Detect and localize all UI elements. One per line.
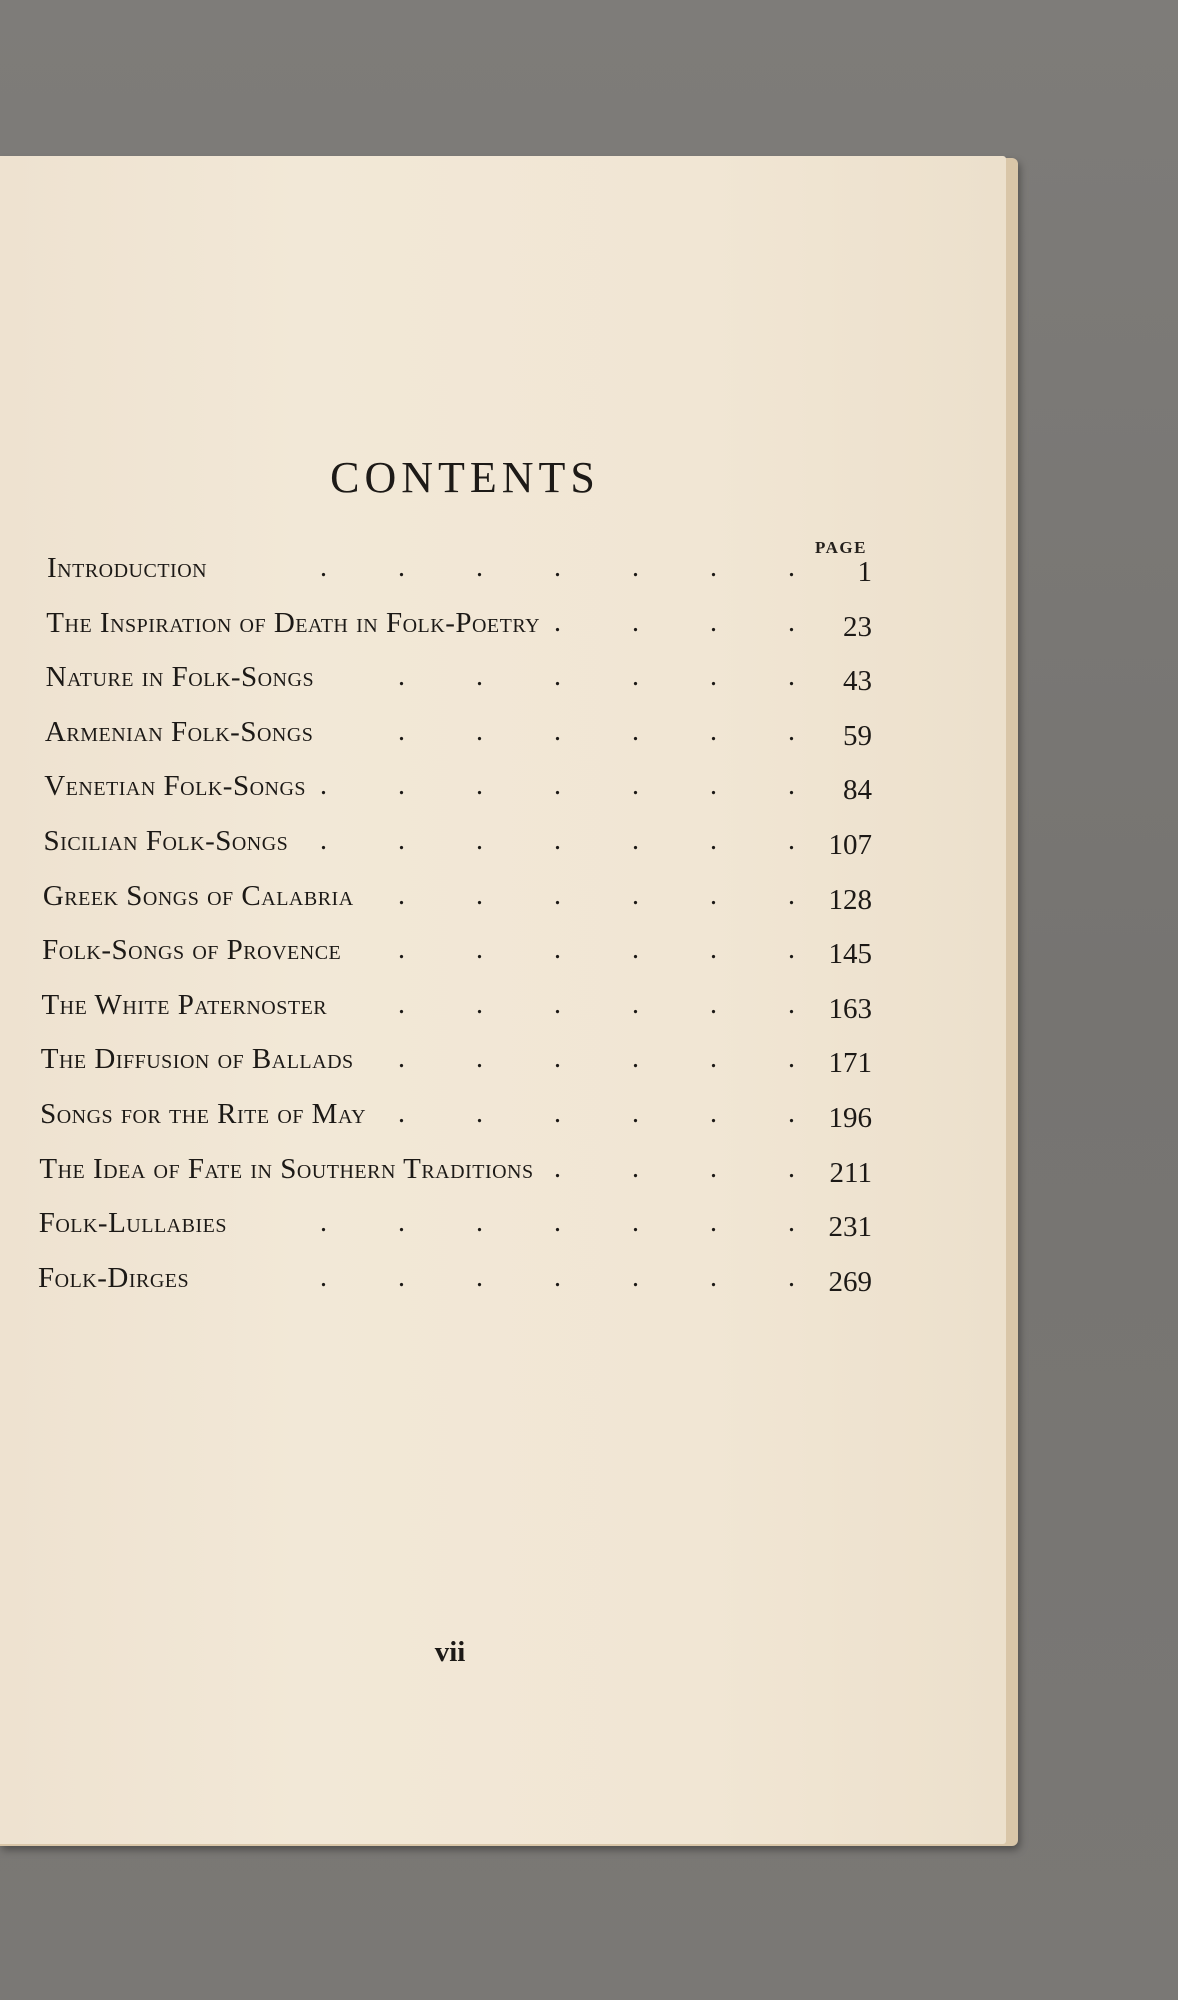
page-column-label: PAGE bbox=[815, 538, 867, 557]
leader-dot: . bbox=[319, 770, 327, 802]
leader-dot: . bbox=[787, 934, 795, 966]
leader-dot: . bbox=[475, 715, 483, 747]
toc-entry-page: 145 bbox=[828, 938, 872, 971]
leader-dot: . bbox=[788, 552, 795, 583]
leader-dot: . bbox=[475, 1098, 483, 1129]
leader-dot: . bbox=[553, 715, 561, 747]
toc-entry-title: The Idea of Fate in Southern Traditions bbox=[39, 1152, 534, 1185]
leader-dot: . bbox=[553, 825, 561, 856]
leader-dot: . bbox=[631, 988, 639, 1020]
toc-entry bbox=[41, 1043, 900, 1083]
toc-entry bbox=[41, 989, 900, 1029]
leader-dot: . bbox=[709, 879, 717, 911]
toc-entry-title: Nature in Folk-Songs bbox=[45, 661, 315, 694]
leader-dot: . bbox=[397, 879, 405, 911]
toc-entry-title: The White Paternoster bbox=[41, 988, 328, 1021]
leader-dot: . bbox=[631, 770, 639, 802]
toc-entry bbox=[39, 1153, 900, 1193]
leader-dot: . bbox=[397, 661, 405, 693]
leader-dot: . bbox=[632, 552, 639, 583]
toc-entry-title: Introduction bbox=[47, 552, 208, 584]
leader-dot: . bbox=[476, 552, 483, 583]
leader-dot: . bbox=[398, 552, 405, 583]
toc-entry-page: 107 bbox=[828, 829, 872, 861]
leader-dot: . bbox=[553, 1043, 561, 1075]
leader-dot: . bbox=[787, 715, 795, 747]
toc-entry-title: The Diffusion of Ballads bbox=[40, 1043, 354, 1076]
leader-dot: . bbox=[397, 770, 405, 802]
toc-entry-title: The Inspiration of Death in Folk-Poetry bbox=[46, 606, 541, 639]
toc-entry-page: 59 bbox=[842, 719, 872, 752]
leader-dot: . bbox=[631, 825, 639, 856]
leader-dot: . bbox=[631, 1043, 639, 1075]
leader-dot: . bbox=[397, 1098, 405, 1129]
leader-dot: . bbox=[788, 1261, 795, 1293]
leader-dot: . bbox=[475, 661, 483, 693]
toc-entry-page: 43 bbox=[842, 665, 872, 698]
leader-dot: . bbox=[787, 825, 795, 856]
toc-entry bbox=[47, 552, 900, 592]
leader-dot: . bbox=[553, 1152, 561, 1184]
toc-entry-page: 269 bbox=[828, 1265, 872, 1298]
toc-entry-title: Folk-Songs of Provence bbox=[42, 934, 342, 967]
leader-dot: . bbox=[398, 1261, 405, 1293]
leader-dot: . bbox=[787, 1152, 795, 1184]
leader-dot: . bbox=[787, 879, 795, 911]
leader-dot: . bbox=[475, 879, 483, 911]
leader-dot: . bbox=[554, 1261, 561, 1293]
leader-dot: . bbox=[631, 1207, 639, 1239]
leader-dot: . bbox=[397, 934, 405, 966]
leader-dot: . bbox=[397, 1043, 405, 1075]
toc-entry-title: Armenian Folk-Songs bbox=[44, 715, 314, 748]
leader-dot: . bbox=[709, 1152, 717, 1184]
toc-entry-page: 211 bbox=[829, 1156, 872, 1189]
toc-entry bbox=[44, 825, 900, 865]
toc-entry-title: Greek Songs of Calabria bbox=[42, 879, 354, 912]
leader-dot: . bbox=[787, 1207, 795, 1239]
page-number: vii bbox=[434, 1636, 466, 1668]
toc-entry-title: Folk-Lullabies bbox=[38, 1207, 227, 1240]
toc-entry-page: 1 bbox=[857, 556, 872, 588]
leader-dot: . bbox=[787, 988, 795, 1020]
leader-dot: . bbox=[320, 552, 327, 583]
leader-dot: . bbox=[631, 715, 639, 747]
leader-dot: . bbox=[631, 1098, 639, 1129]
leader-dot: . bbox=[397, 825, 405, 856]
leader-dot: . bbox=[553, 879, 561, 911]
toc-entry bbox=[46, 661, 900, 701]
leader-dot: . bbox=[475, 934, 483, 966]
leader-dot: . bbox=[553, 988, 561, 1020]
leader-dot: . bbox=[553, 661, 561, 693]
leader-dot: . bbox=[397, 1207, 405, 1239]
leader-dot: . bbox=[320, 1261, 327, 1293]
leader-dot: . bbox=[709, 715, 717, 747]
leader-dot: . bbox=[475, 988, 483, 1020]
leader-dot: . bbox=[787, 770, 795, 802]
toc-entry-page: 84 bbox=[842, 774, 872, 807]
toc-entry-page: 171 bbox=[828, 1047, 872, 1080]
toc-entry-title: Venetian Folk-Songs bbox=[44, 770, 307, 803]
leader-dot: . bbox=[710, 1261, 717, 1293]
toc-entry bbox=[39, 1207, 900, 1247]
leader-dot: . bbox=[475, 825, 483, 856]
leader-dot: . bbox=[319, 1207, 327, 1239]
leader-dot: . bbox=[709, 1043, 717, 1075]
leader-dot: . bbox=[787, 1043, 795, 1075]
leader-dot: . bbox=[553, 770, 561, 802]
leader-dot: . bbox=[475, 770, 483, 802]
leader-dot: . bbox=[709, 988, 717, 1020]
toc-entry bbox=[43, 880, 900, 920]
toc-entry bbox=[44, 770, 900, 810]
leader-dot: . bbox=[553, 1207, 561, 1239]
contents-heading: CONTENTS bbox=[330, 453, 600, 502]
leader-dot: . bbox=[709, 825, 717, 856]
toc-entry bbox=[46, 607, 900, 647]
leader-dot: . bbox=[709, 770, 717, 802]
toc-entry-title: Songs for the Rite of May bbox=[40, 1098, 367, 1130]
toc-entry-page: 163 bbox=[828, 992, 872, 1025]
leader-dot: . bbox=[787, 1098, 795, 1129]
toc-entry-page: 231 bbox=[828, 1211, 872, 1244]
leader-dot: . bbox=[787, 606, 795, 638]
toc-entry-page: 128 bbox=[828, 883, 872, 916]
toc-entry bbox=[45, 716, 900, 756]
leader-dot: . bbox=[397, 988, 405, 1020]
leader-dot: . bbox=[787, 661, 795, 693]
leader-dot: . bbox=[709, 661, 717, 693]
leader-dot: . bbox=[631, 1152, 639, 1184]
toc-entry bbox=[42, 934, 900, 974]
leader-dot: . bbox=[553, 934, 561, 966]
leader-dot: . bbox=[397, 715, 405, 747]
leader-dot: . bbox=[632, 1261, 639, 1293]
toc-entry-title: Folk-Dirges bbox=[38, 1261, 190, 1294]
leader-dot: . bbox=[475, 1043, 483, 1075]
toc-entry bbox=[40, 1098, 900, 1138]
leader-dot: . bbox=[553, 606, 561, 638]
leader-dot: . bbox=[709, 606, 717, 638]
leader-dot: . bbox=[710, 552, 717, 583]
toc-entry bbox=[38, 1262, 900, 1302]
toc-entry-page: 23 bbox=[842, 610, 872, 643]
leader-dot: . bbox=[475, 1207, 483, 1239]
leader-dot: . bbox=[631, 661, 639, 693]
leader-dot: . bbox=[709, 934, 717, 966]
leader-dot: . bbox=[631, 934, 639, 966]
leader-dot: . bbox=[709, 1098, 717, 1129]
leader-dot: . bbox=[554, 552, 561, 583]
toc-entry-title: Sicilian Folk-Songs bbox=[43, 825, 289, 857]
leader-dot: . bbox=[631, 606, 639, 638]
leader-dot: . bbox=[631, 879, 639, 911]
leader-dot: . bbox=[476, 1261, 483, 1293]
leader-dot: . bbox=[319, 825, 327, 856]
leader-dot: . bbox=[553, 1098, 561, 1129]
leader-dot: . bbox=[709, 1207, 717, 1239]
toc-entry-page: 196 bbox=[828, 1102, 872, 1134]
